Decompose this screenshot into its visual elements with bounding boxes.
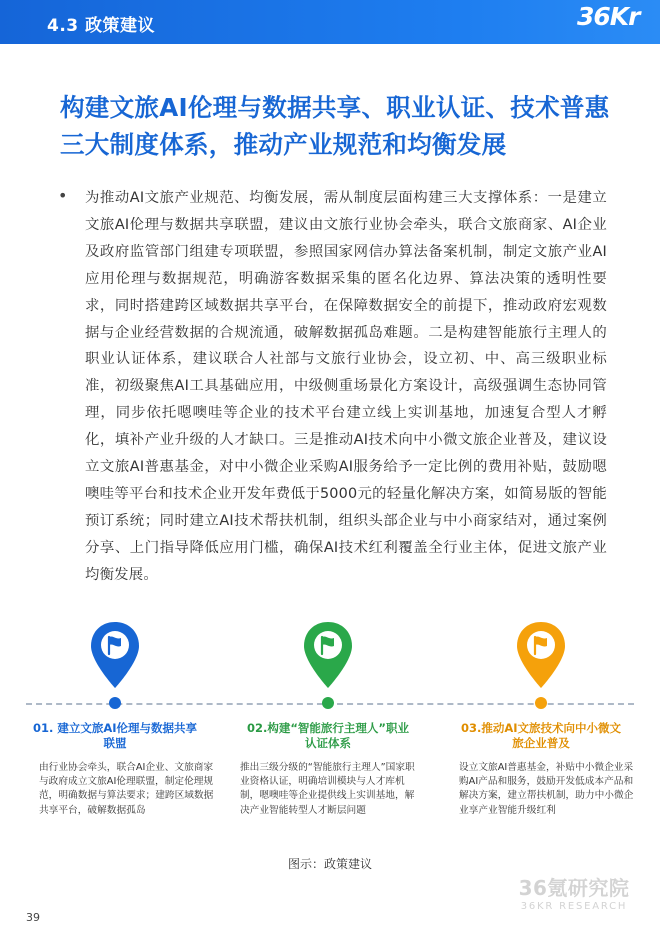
- body-paragraph: 为推动AI文旅产业规范、均衡发展，需从制度层面构建三大支撑体系：一是建立文旅AI伦理与数据共享联盟，建议由文旅行业协会牵头，联合文旅商家、AI企业及政府监管部门组建专项联盟，参照国家网信办算法备案机制，制定文旅产业AI应用伦理与数据规范，明确游客数据采集的匿名化边界、算法决策的透明性要求，同时搭建跨区域数据共享平台，在保障数据安全的前提下，推动政府宏观数据与企业经营数据的合规流通，破解数据孤岛难题。二是构建智能旅行主理人的职业认证体系，建议联合人社部与文旅行业协会，设立初、中、高三级职业标准，初级聚焦AI工具基础应用，中级侧重场景化方案设计，高级强调生态协同管理，同步依托嗯噢哇等企业的技术平台建立线上实训基地，加速复合型人才孵化，填补产业升级的人才缺口。三是推动AI技术向中小微文旅企业普及，建议设立文旅AI普惠基金，对中小微企业采购AI服务给予一定比例的费用补贴，鼓励嗯噢哇等平台和技术企业开发年费低于5000元的轻量化解决方案，如简易版的智能预订系统；同时建立AI技术帮扶机制，组织头部企业与中小商家结对，通过案例分享、上门指导降低应用门槛，确保AI技术红利覆盖全行业主体，促进文旅产业均衡发展。: [85, 190, 607, 583]
- figure-caption: 图示：政策建议: [287, 857, 372, 871]
- section-title: 4.3 政策建议: [47, 16, 156, 36]
- location-pin-icon: [515, 620, 567, 690]
- watermark-cn: 36氪研究院: [518, 876, 630, 900]
- page-number: 39: [26, 911, 40, 924]
- timeline-dot: [322, 697, 334, 709]
- step-2-title: 02.构建“智能旅行主理人”职业认证体系: [247, 721, 409, 750]
- step-1-description: 由行业协会牵头，联合AI企业、文旅商家与政府成立文旅AI伦理联盟，制定伦理规范，明确数据与算法要求；建跨区域数据共享平台，破解数据孤岛: [39, 762, 214, 816]
- step-2-description: 推出三级分级的“智能旅行主理人”国家职业资格认证，明确培训模块与人才库机制，嗯噢哇等企业提供线上实训基地，解决产业智能转型人才断层问题: [240, 762, 415, 816]
- step-3-title: 03.推动AI文旅技术向中小微文旅企业普及: [460, 721, 622, 750]
- bullet-icon: •: [58, 186, 68, 205]
- step-3-description: 设立文旅AI普惠基金，补贴中小微企业采购AI产品和服务，鼓励开发低成本产品和解决方案，建立帮扶机制，助力中小微企业享产业智能升级红利: [459, 762, 634, 816]
- research-watermark: [504, 876, 644, 913]
- location-pin-icon: [302, 620, 354, 690]
- section-header-bar: [0, 0, 660, 44]
- pin-shape: [515, 620, 567, 690]
- timeline-dot: [535, 697, 547, 709]
- timeline-dot: [109, 697, 121, 709]
- pin-shape: [89, 620, 141, 690]
- pin-shape: [302, 620, 354, 690]
- step-1-title: 01. 建立文旅AI伦理与数据共享联盟: [32, 721, 198, 750]
- watermark-en: 36KR RESEARCH: [520, 901, 628, 912]
- location-pin-icon: [89, 620, 141, 690]
- page-title: 构建文旅AI伦理与数据共享、职业认证、技术普惠三大制度体系，推动产业规范和均衡发展: [60, 93, 610, 159]
- brand-logo: 36Kr: [577, 2, 640, 31]
